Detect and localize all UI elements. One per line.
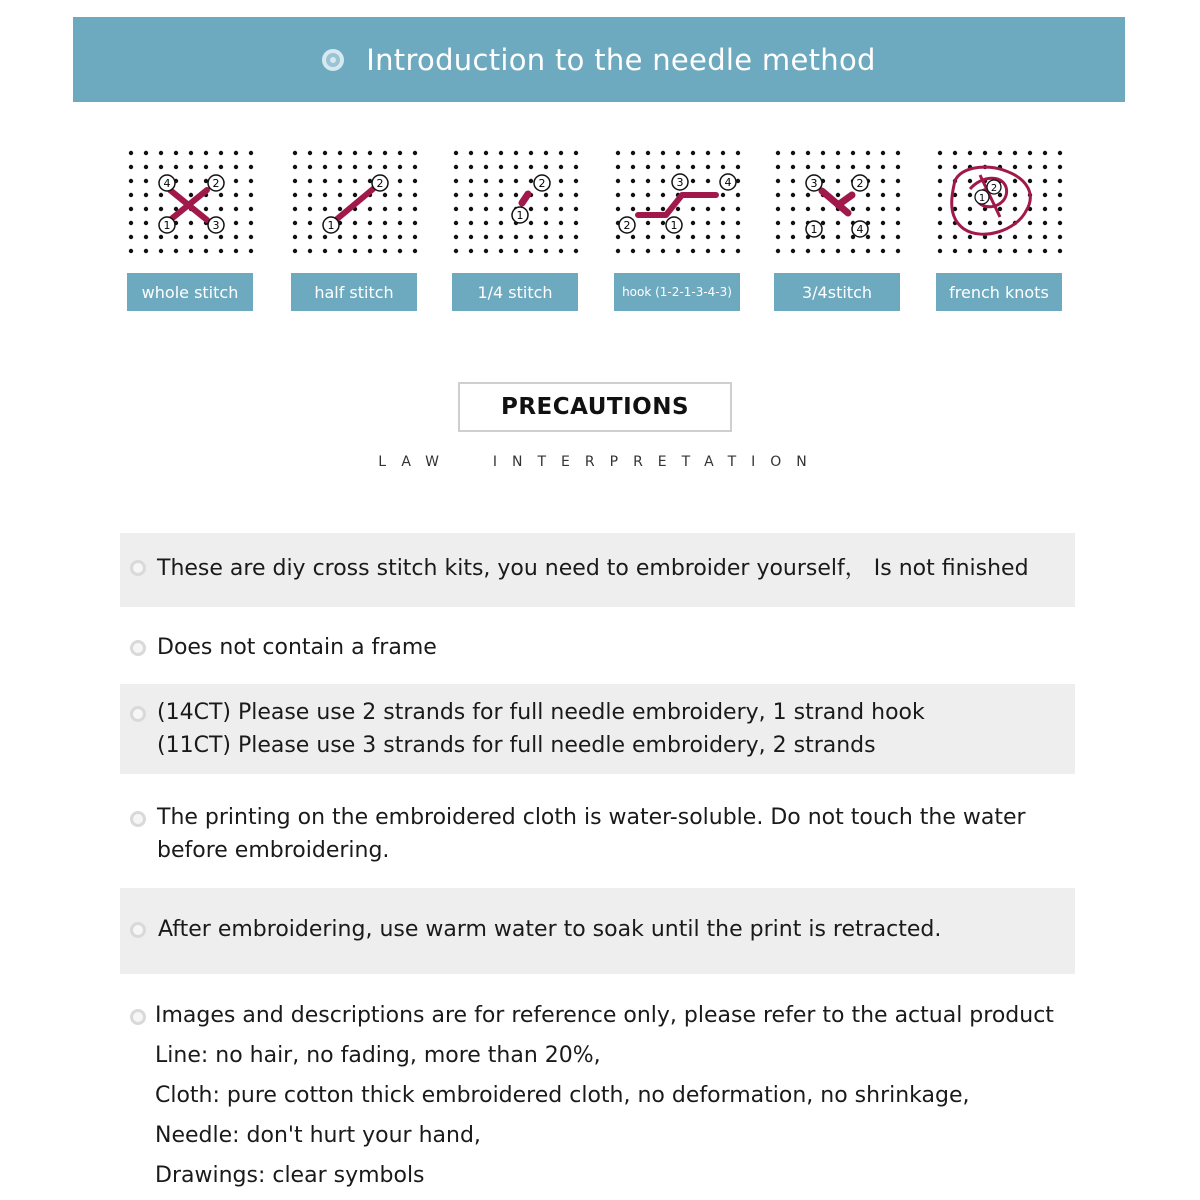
circle-bullet-icon <box>130 922 146 938</box>
svg-text:1: 1 <box>163 219 171 232</box>
stitch-label-half: half stitch <box>291 273 417 311</box>
svg-text:2: 2 <box>538 177 546 190</box>
svg-text:1: 1 <box>327 219 335 232</box>
stitch-half <box>291 145 421 320</box>
svg-text:4: 4 <box>724 176 732 189</box>
french-knot-diagram-icon <box>936 145 1066 265</box>
note-item: The printing on the embroidered cloth is water-soluble. Do not touch the water before embroidering. <box>120 790 1075 880</box>
stitch-french-knots <box>936 145 1066 320</box>
banner-title: Introduction to the needle method <box>366 42 876 77</box>
three-quarter-stitch-diagram-icon <box>774 145 904 265</box>
precautions-title: PRECAUTIONS <box>458 382 732 432</box>
stitch-three-quarter <box>774 145 904 320</box>
stitch-label-hook: hook (1-2-1-3-4-3) <box>614 273 740 311</box>
whole-stitch-diagram-icon <box>127 145 257 265</box>
circle-bullet-icon <box>322 49 344 71</box>
stitch-diagrams <box>0 145 1200 320</box>
svg-text:4: 4 <box>856 223 864 236</box>
hook-stitch-diagram-icon <box>614 145 744 265</box>
stitch-label-whole: whole stitch <box>127 273 253 311</box>
circle-bullet-icon <box>130 706 146 722</box>
svg-text:1: 1 <box>978 193 986 204</box>
precautions-subtitle: LAW INTERPRETATION <box>378 454 822 470</box>
stitch-quarter <box>452 145 582 320</box>
half-stitch-diagram-icon <box>291 145 421 265</box>
circle-bullet-icon <box>130 640 146 656</box>
svg-text:2: 2 <box>623 219 631 232</box>
circle-bullet-icon <box>130 560 146 576</box>
stitch-hook <box>614 145 744 320</box>
svg-text:2: 2 <box>212 177 220 190</box>
svg-text:3: 3 <box>212 219 220 232</box>
svg-text:2: 2 <box>856 177 864 190</box>
svg-text:3: 3 <box>676 176 684 189</box>
stitch-label-three-quarter: 3/4stitch <box>774 273 900 311</box>
note-item: After embroidering, use warm water to soak until the print is retracted. <box>120 888 1075 974</box>
svg-text:1: 1 <box>810 223 818 236</box>
quarter-stitch-diagram-icon <box>452 145 582 265</box>
note-lines: Images and descriptions are for reference only, please refer to the actual product Line: no hair, no fading, more than 20%, Cloth: pure cotton thick embroidered cloth, no deformation, no shrinkage, Needle: don't hurt your hand, Drawings: clear symbols <box>155 1003 1054 1188</box>
svg-text:2: 2 <box>990 183 998 194</box>
stitch-label-quarter: 1/4 stitch <box>452 273 578 311</box>
note-item: These are diy cross stitch kits, you need to embroider yourself， Is not finished <box>120 533 1075 607</box>
circle-bullet-icon <box>130 811 146 827</box>
note-item: (14CT) Please use 2 strands for full needle embroidery, 1 strand hook (11CT) Please use 3 strands for full needle embroidery, 2 strands <box>120 684 1075 774</box>
stitch-whole <box>127 145 257 320</box>
svg-text:1: 1 <box>670 219 678 232</box>
circle-bullet-icon <box>130 1009 146 1025</box>
section-banner <box>73 17 1125 102</box>
note-item <box>120 990 1075 1195</box>
svg-text:4: 4 <box>163 177 171 190</box>
note-item: Does not contain a frame <box>120 615 1075 679</box>
stitch-label-french-knots: french knots <box>936 273 1062 311</box>
svg-text:3: 3 <box>810 177 818 190</box>
svg-text:2: 2 <box>376 177 384 190</box>
svg-text:1: 1 <box>516 209 524 222</box>
